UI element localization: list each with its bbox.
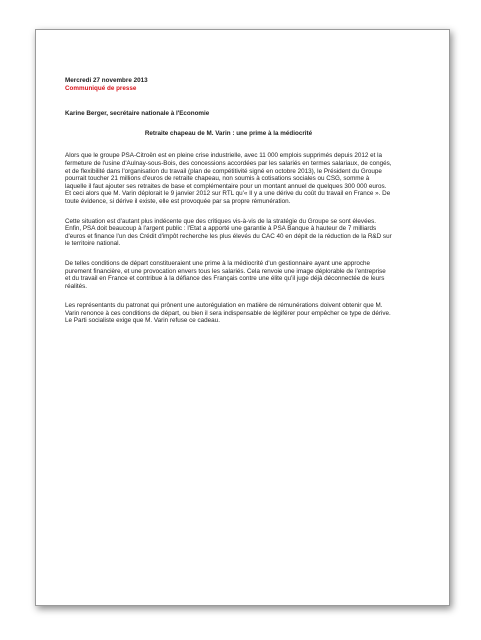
paragraph-2: Cette situation est d'autant plus indécente que des critiques vis-à-vis de la stratégie du Groupe se sont élevées. Enfin, PSA doit beaucoup à l'argent public : l'Etat a apporté une garantie à PSA Banque à hauteur de 7 milliards d'euros et finance l'un des Crédit d'impôt recherche les plus élevés du CAC 40 en dépit de la réduction de la R&D sur le territoire national. [65,217,392,248]
paragraph-4: Les représentants du patronat qui prônent une autorégulation en matière de rémunérations doivent obtenir que M. Varin renonce à ces conditions de départ, ou bien il sera indispensable de légiférer pour empêcher ce type de dérive. Le Parti socialiste exige que M. Varin refuse ce cadeau. [65,302,391,325]
document-page [35,29,450,606]
document-content [65,77,392,325]
paragraph-1: Alors que le groupe PSA-Citroën est en pleine crise industrielle, avec 11 000 emplois supprimés depuis 2012 et la fermeture de l'usine d'Aulnay-sous-Bois, des concessions accordées par les salariés en termes salariaux, de congés, et de flexibilité dans l'organisation du travail (plan de compétitivité signé en octobre 2013), le Président du Groupe pourrait toucher 21 millions d'euros de retraite chapeau, non soumis à cotisations sociales ou CSG, somme à laquelle il faut ajouter ses retraites de base et complémentaire pour un montant annuel de quelques 300 000 euros. Et ceci alors que M. Varin déplorait le 9 janvier 2012 sur RTL qu'« Il y a une dérive du coût du travail en France ». De toute évidence, si dérive il existe, elle est provoquée par sa propre rémunération. [65,152,392,205]
document-author: Karine Berger, secrétaire nationale à l'Economie [65,110,210,118]
paragraph-3: De telles conditions de départ constitueraient une prime à la médiocrité d'un gestionnaire ayant une approche purement financière, et une provocation envers tous les salariés. Cela renvoie une image déplorable de l'entreprise et du travail en France et contribue à la défiance des Français contre une élite qu'il juge déjà déconnectée de leurs réalités. [65,259,386,290]
press-release-label: Communiqué de presse [65,84,137,92]
document-title: Retraite chapeau de M. Varin : une prime à la médiocrité [144,129,313,137]
document-date: Mercredi 27 novembre 2013 [65,77,148,84]
